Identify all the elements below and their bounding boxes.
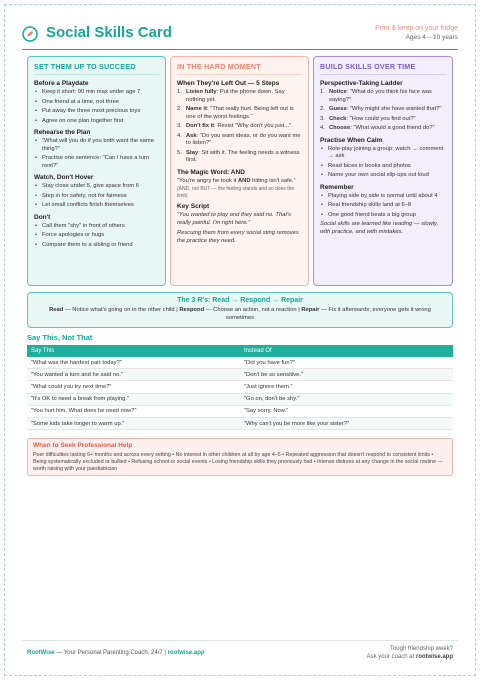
ladder-list (320, 89, 446, 133)
table-cell: "Some kids take longer to warm up." (27, 417, 240, 429)
section-title: When They're Left Out — 5 Steps (177, 80, 280, 87)
table-row (27, 381, 453, 393)
table-cell: "What could you try next time?" (27, 381, 240, 393)
list-item: • Compare them to a sibling or friend (34, 242, 159, 250)
three-rs-body: Read — Notice what's going on in the other child | Respond — Choose an action, not a reaction | Repair — Fix it afterwards; everyone gets it wrong sometimes (49, 307, 431, 321)
list-item: • "What will you do if you both want the same thing?" (34, 138, 159, 153)
list-item: • Read faces in books and photos (320, 163, 446, 171)
three-rs-title: The 3 R's: Read → Respond → Repair (177, 297, 303, 304)
list-item: • Keep it short: 90 min max under age 7 (34, 89, 159, 97)
footer-cta-link[interactable]: rootwise.app (415, 654, 453, 661)
section-title: Don't (34, 213, 51, 221)
list-item: • Force apologies or hugs (34, 232, 159, 240)
say-this-title: Say This, Not That (27, 333, 93, 342)
table-row (27, 405, 453, 417)
section-title: Perspective-Taking Ladder (320, 80, 403, 87)
footer-left: RootWise — Your Personal Parenting Coach, 24/7 | rootwise.app (27, 650, 205, 656)
list-item: • Call them "shy" in front of others (34, 223, 159, 231)
ladder-item: 2. Guess: "Why might she have wanted that?" (320, 106, 442, 113)
three-rs-box (27, 292, 453, 328)
column-header: Say This (27, 345, 240, 357)
footer-right (367, 645, 453, 661)
column-header: Instead Of (240, 345, 453, 357)
magic-word-note: (AND, not BUT — the feeling stands and so does the limit) (177, 186, 295, 199)
section-title: Before a Playdate (34, 80, 89, 87)
section-title: The Magic Word: AND (177, 168, 245, 176)
ladder-item: 3. Check: "How could you find out?" (320, 115, 416, 122)
step-item: 2. Name it: "That really hurt. Being left out is one of the worst feelings." (177, 106, 294, 120)
list (34, 183, 159, 210)
steps-list (177, 89, 302, 165)
footer-prompt: Tough friendship week? (389, 646, 453, 652)
list-item: • Playing side by side is normal until about 4 (320, 193, 446, 201)
professional-help-title: When to Seek Professional Help (33, 442, 133, 449)
say-this-table (27, 345, 453, 430)
header (22, 22, 458, 48)
table-cell: "Why can't you be more like your sister?" (240, 417, 453, 429)
step-item: 3. Don't fix it: Resist "Why don't you just..." (177, 123, 292, 130)
step-item: 4. Ask: "Do you want ideas, or do you want me to listen?" (177, 132, 301, 147)
list-item: • Stay close under 5, give space from 6 (34, 183, 159, 191)
list (34, 89, 159, 125)
column-title: IN THE HARD MOMENT (177, 62, 302, 75)
closing-note: Social skills are learned like reading — slowly, with practice, and with mistakes. (320, 221, 439, 235)
table-cell: "It's OK to need a break from playing." (27, 393, 240, 405)
table-cell: "What was the hardest part today?" (27, 357, 240, 369)
header-divider (22, 49, 458, 50)
list-item: • One friend at a time, not three (34, 99, 159, 107)
table-cell: "Don't be so sensitive." (240, 369, 453, 381)
step-item: 1. Listen fully: Put the phone down. Say nothing yet. (177, 89, 285, 103)
table-row (27, 357, 453, 369)
list-item: • Let small conflicts finish themselves (34, 202, 159, 210)
column-hard-moment (170, 56, 309, 286)
step-item: 5. Stay: Sit with it. The feeling needs a witness first. (177, 149, 300, 164)
ladder-item: 1. Notice: "What do you think his face was saying?" (320, 89, 432, 103)
table-row (27, 393, 453, 405)
list-item: • Agree on one plan together first (34, 118, 159, 126)
table-row (27, 369, 453, 381)
section-title: Key Script (177, 203, 210, 211)
footer-divider (22, 640, 458, 641)
page-title: Social Skills Card (46, 24, 172, 41)
list-item: • Role-play joining a group: watch → comment → ask (320, 146, 446, 161)
logo-icon (22, 26, 38, 42)
section-title: Practise When Calm (320, 136, 383, 144)
list-item: • Name your own social slip-ups out loud (320, 172, 446, 180)
footer-cta: Ask your coach at rootwise.app (366, 654, 453, 661)
key-script: "You wanted to play and they said no. That's really painful. I'm right here." (177, 212, 292, 226)
list (34, 138, 159, 170)
list-item: • Put away the three most precious toys (34, 108, 159, 116)
table-cell: "You hurt him. What does he need now?" (27, 405, 240, 417)
section-title: Remember (320, 183, 354, 191)
professional-help-box (27, 438, 453, 476)
magic-word-text: "You're angry he took it AND hitting isn't safe." (177, 177, 296, 184)
list-item: • Practise one sentence: "Can I have a turn next?" (34, 155, 159, 170)
table-row (27, 417, 453, 429)
list-item: • One good friend beats a big group (320, 212, 446, 220)
table-cell: "Did you have fun?" (240, 357, 453, 369)
section-title: Watch, Don't Hover (34, 174, 94, 182)
section-title: Rehearse the Plan (34, 129, 91, 137)
list (34, 223, 159, 250)
script-note: Rescuing them from every social sting removes the practice they need. (177, 230, 299, 244)
table-cell: "You wanted a turn and he said no." (27, 369, 240, 381)
ladder-item: 4. Choose: "What would a good friend do?" (320, 125, 435, 132)
table-header-row (27, 345, 453, 357)
brand-name: RootWise (27, 650, 55, 656)
column-set-up (27, 56, 166, 286)
column-build-skills (313, 56, 453, 286)
list (320, 146, 446, 180)
list (320, 193, 446, 220)
table-cell: "Go on, don't be shy." (240, 393, 453, 405)
footer-link[interactable]: rootwise.app (167, 650, 205, 656)
table-cell: "Say sorry. Now." (240, 405, 453, 417)
column-title: SET THEM UP TO SUCCEED (34, 62, 159, 75)
age-range: Ages 4 – 10 years (405, 34, 458, 41)
professional-help-body: Peer difficulties lasting 6+ months and across every setting • No interest in other children at all by age 4–5 • Repeated aggression that doesn't respond to consistent limits • Being systematically excluded or bullied • Refusing school or social events • Losing friendship skills they previously had • Intense distress at any change in the social routine — worth raising with your paediatrician (33, 452, 443, 472)
list-item: • Step in for safety, not for fairness (34, 193, 159, 201)
column-title: BUILD SKILLS OVER TIME (320, 62, 446, 75)
table-cell: "Just ignore them." (240, 381, 453, 393)
print-note: Print & keep on your fridge (375, 25, 458, 32)
list-item: • Real friendship skills land at 6–8 (320, 202, 446, 210)
